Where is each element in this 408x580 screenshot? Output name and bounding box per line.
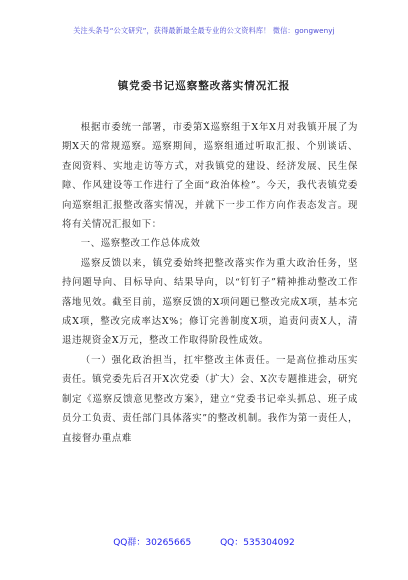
paragraph-overview: 巡察反馈以来，镇党委始终把整改落实作为重大政治任务，坚持问题导向、目标导向、结果导向，以“钉钉子”精神推动整改工作落地见效。截至目前，巡察反馈的X项问题已整改完成X项，基本完成X项，整改完成率达X%；修订完善制度X项，追责问责X人，清退违规资金X万元，整改工作取得阶段性成效。 — [62, 257, 358, 347]
section-heading: 一、巡察整改工作总体成效 — [80, 238, 201, 250]
qq-group-text: QQ群：30265665 — [113, 538, 192, 548]
document-body — [62, 118, 358, 448]
top-banner: 关注头条号“公文研究”，获得最新最全最专业的公文资料库！ 微信：gongwenyj — [73, 26, 335, 35]
footer-contacts — [0, 535, 408, 548]
paragraph-intro: 根据市委统一部署，市委第X巡察组于X年X月对我镇开展了为期X天的常规巡察。巡察期间，巡察组通过听取汇报、个别谈话、查阅资料、实地走访等方式，对我镇党的建设、经济发展、民生保障、作风建设等工作进行了全面“政治体检”。今天，我代表镇党委向巡察组汇报整改落实情况，并就下一步工作方向作表态发言。现将有关情况汇报如下： — [62, 122, 358, 231]
qq-contact-text: QQ：535304092 — [220, 538, 295, 548]
document-title: 镇党委书记巡察整改落实情况汇报 — [117, 80, 291, 92]
paragraph-subsection-1: （一）强化政治担当，扛牢整改主体责任。一是高位推动压实责任。镇党委先后召开X次党委（扩大）会、X次专题推进会，研究制定《巡察反馈意见整改方案》，建立“党委书记牵头抓总、班子成员分工负责、责任部门具体落实”的整改机制。我作为第一责任人，直接督办重点难 — [62, 354, 358, 444]
